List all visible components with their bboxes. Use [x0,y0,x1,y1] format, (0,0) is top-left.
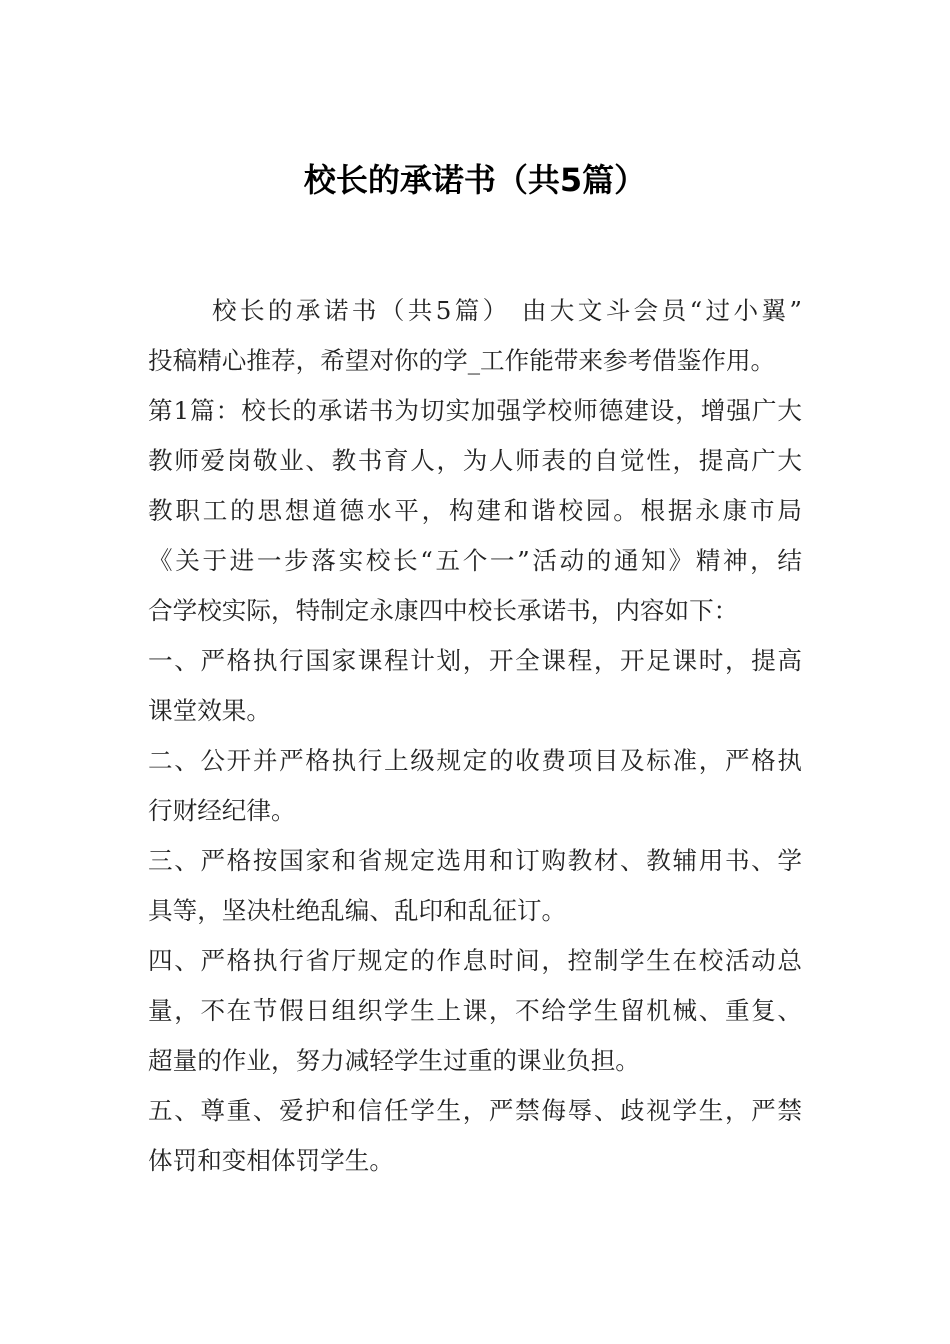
text-line: 课堂效果。 [148,696,271,725]
document-title: 校长的承诺书（共5篇） [303,161,647,199]
document-body [148,286,802,1186]
text-line: 五、尊重、爱护和信任学生，严禁侮辱、歧视学生，严禁 [148,1096,802,1125]
text-line: 量，不在节假日组织学生上课，不给学生留机械、重复、 [148,996,802,1025]
text-line: 二、公开并严格执行上级规定的收费项目及标准，严格执 [148,746,802,775]
text-line: 四、严格执行省厅规定的作息时间，控制学生在校活动总 [148,946,802,975]
text-line: 教职工的思想道德水平，构建和谐校园。根据永康市局 [148,496,802,525]
text-line: 体罚和变相体罚学生。 [148,1146,394,1175]
text-line: 超量的作业，努力减轻学生过重的课业负担。 [148,1046,640,1075]
text-line: 合学校实际，特制定永康四中校长承诺书，内容如下： [148,596,739,625]
text-line: 校长的承诺书（共5篇） 由大文斗会员“过小翼” [212,296,802,325]
text-line: 《关于进一步落实校长“五个一”活动的通知》精神，结 [148,546,802,575]
text-line: 一、严格执行国家课程计划，开全课程，开足课时，提高 [148,646,802,675]
text-line: 投稿精心推荐，希望对你的学_工作能带来参考借鉴作用。 [148,346,776,375]
text-line: 具等，坚决杜绝乱编、乱印和乱征订。 [148,896,567,925]
text-line: 教师爱岗敬业、教书育人，为人师表的自觉性，提高广大 [148,446,802,475]
text-line: 三、严格按国家和省规定选用和订购教材、教辅用书、学 [148,846,802,875]
text-line: 第1篇：校长的承诺书为切实加强学校师德建设，增强广大 [148,396,802,425]
text-line: 行财经纪律。 [148,796,296,825]
